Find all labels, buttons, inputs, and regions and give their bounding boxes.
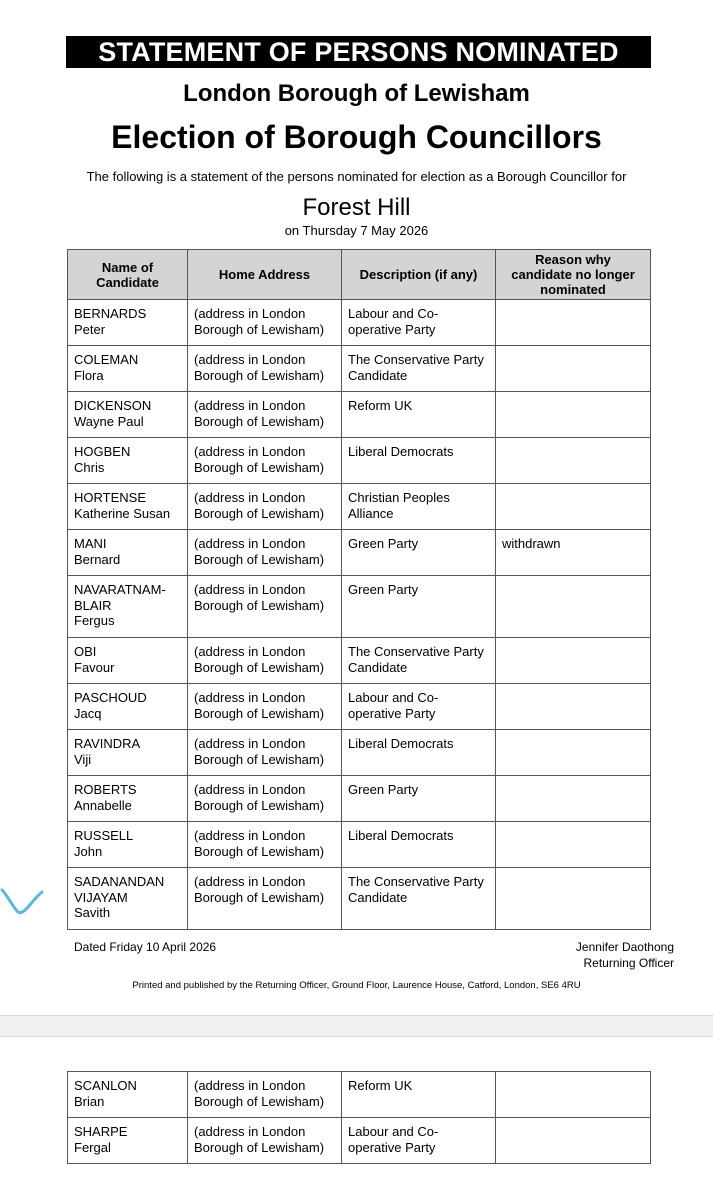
home-address-cell [188, 730, 342, 776]
home-address-cell [188, 1118, 342, 1164]
candidate-name-line: NAVARATNAM- [74, 582, 166, 597]
home-address-line: Borough of Lewisham) [194, 705, 325, 721]
table-row [68, 684, 651, 730]
candidate-name-line: Favour [74, 659, 115, 675]
candidate-name-cell [68, 438, 188, 484]
home-address-line: (address in London [194, 1078, 306, 1093]
home-address-line: (address in London [194, 828, 306, 843]
candidate-name-line: Jacq [74, 705, 102, 721]
description-line: Green Party [348, 582, 419, 597]
home-address-line: (address in London [194, 582, 306, 597]
description-line: Candidate [348, 889, 408, 905]
candidate-name-line: SHARPE [74, 1124, 128, 1139]
home-address-line: Borough of Lewisham) [194, 843, 325, 859]
candidate-name-cell [68, 530, 188, 576]
home-address-line: Borough of Lewisham) [194, 1093, 325, 1109]
description-line: Liberal Democrats [348, 736, 454, 751]
candidate-name-line: COLEMAN [74, 352, 139, 367]
reason-cell [496, 684, 651, 730]
description-line: The Conservative Party [348, 874, 484, 889]
home-address-cell [188, 576, 342, 638]
dated-line: Dated Friday 10 April 2026 [74, 940, 217, 954]
candidate-name-cell [68, 576, 188, 638]
candidate-name-cell [68, 730, 188, 776]
candidate-name-cell [68, 300, 188, 346]
reason-cell [496, 776, 651, 822]
candidate-name-cell [68, 684, 188, 730]
reason-cell [496, 484, 651, 530]
description-cell [342, 684, 496, 730]
candidate-name-line: Flora [74, 367, 104, 383]
description-cell [342, 530, 496, 576]
home-address-cell [188, 776, 342, 822]
table-row [68, 822, 651, 868]
candidate-name-cell [68, 822, 188, 868]
candidate-name-line: Katherine Susan [74, 505, 171, 521]
home-address-line: (address in London [194, 782, 306, 797]
description-cell [342, 1072, 496, 1118]
candidate-name-line: John [74, 843, 103, 859]
description-line: Labour and Co- [348, 1124, 439, 1139]
table-row [68, 576, 651, 638]
description-cell [342, 868, 496, 930]
nominations-table-continued [67, 1071, 651, 1164]
description-cell [342, 300, 496, 346]
imprint: Printed and published by the Returning Officer, Ground Floor, Laurence House, Catford, London, SE6 4RU [132, 980, 581, 991]
description-line: operative Party [348, 321, 436, 337]
home-address-cell [188, 300, 342, 346]
reason-cell [496, 730, 651, 776]
home-address-line: (address in London [194, 536, 306, 551]
description-cell [342, 576, 496, 638]
home-address-cell [188, 638, 342, 684]
home-address-line: Borough of Lewisham) [194, 889, 325, 905]
candidate-name-cell [68, 392, 188, 438]
description-cell [342, 346, 496, 392]
description-line: Christian Peoples [348, 490, 450, 505]
officer-title: Returning Officer [583, 955, 674, 970]
candidate-name-line: Fergus [74, 613, 115, 628]
home-address-line: (address in London [194, 644, 306, 659]
table-row [68, 1118, 651, 1164]
description-line: Reform UK [348, 398, 413, 413]
home-address-line: Borough of Lewisham) [194, 459, 325, 475]
home-address-cell [188, 868, 342, 930]
home-address-cell [188, 684, 342, 730]
description-line: Candidate [348, 367, 408, 383]
description-line: Green Party [348, 536, 419, 551]
blue-pen-mark [0, 870, 44, 918]
nominations-table [67, 249, 651, 930]
candidate-name-line: Peter [74, 321, 106, 337]
home-address-line: (address in London [194, 690, 306, 705]
home-address-line: Borough of Lewisham) [194, 551, 325, 567]
table-row [68, 1072, 651, 1118]
home-address-line: Borough of Lewisham) [194, 751, 325, 767]
candidate-name-line: Savith [74, 905, 111, 920]
candidate-name-line: RAVINDRA [74, 736, 141, 751]
ward-name: Forest Hill [302, 194, 411, 221]
candidate-name-line: SCANLON [74, 1078, 137, 1093]
description-cell [342, 730, 496, 776]
candidate-name-line: Bernard [74, 551, 121, 567]
candidate-name-line: Viji [74, 751, 92, 767]
candidate-name-line: RUSSELL [74, 828, 134, 843]
candidate-name-line: Annabelle [74, 797, 132, 813]
reason-cell [496, 300, 651, 346]
description-line: The Conservative Party [348, 644, 484, 659]
candidate-name-line: HOGBEN [74, 444, 131, 459]
candidate-name-cell [68, 638, 188, 684]
candidate-name-line: MANI [74, 536, 107, 551]
reason-cell [496, 576, 651, 638]
header-name: Name of Candidate [68, 250, 188, 300]
home-address-line: Borough of Lewisham) [194, 659, 325, 675]
candidate-name-line: Wayne Paul [74, 413, 144, 429]
table-row [68, 776, 651, 822]
home-address-line: Borough of Lewisham) [194, 597, 325, 613]
header-reason: Reason why candidate no longer nominated [496, 250, 651, 300]
candidate-name-cell [68, 484, 188, 530]
description-line: The Conservative Party [348, 352, 484, 367]
table-header-row [68, 250, 651, 300]
home-address-line: (address in London [194, 1124, 306, 1139]
table-row [68, 392, 651, 438]
candidate-name-line: Brian [74, 1093, 105, 1109]
home-address-line: Borough of Lewisham) [194, 1139, 325, 1155]
candidate-name-line: PASCHOUD [74, 690, 147, 705]
candidate-name-line: SADANANDAN [74, 874, 165, 889]
home-address-cell [188, 346, 342, 392]
description-line: operative Party [348, 1139, 436, 1155]
home-address-line: (address in London [194, 306, 306, 321]
description-line: Liberal Democrats [348, 828, 454, 843]
table-row [68, 638, 651, 684]
description-line: Green Party [348, 782, 419, 797]
header-description: Description (if any) [342, 250, 496, 300]
description-cell [342, 484, 496, 530]
candidate-name-line: Fergal [74, 1139, 111, 1155]
description-cell [342, 776, 496, 822]
description-cell [342, 822, 496, 868]
home-address-cell [188, 530, 342, 576]
description-cell [342, 438, 496, 484]
candidate-name-cell [68, 1072, 188, 1118]
returning-officer [576, 940, 674, 971]
description-cell [342, 392, 496, 438]
officer-name: Jennifer Daothong [575, 940, 674, 954]
header-address: Home Address [188, 250, 342, 300]
home-address-line: (address in London [194, 444, 306, 459]
reason-cell [496, 438, 651, 484]
reason-cell [496, 868, 651, 930]
description-cell [342, 1118, 496, 1164]
candidate-name-cell [68, 1118, 188, 1164]
home-address-cell [188, 484, 342, 530]
reason-cell: withdrawn [496, 530, 651, 576]
home-address-cell [188, 1072, 342, 1118]
home-address-line: (address in London [194, 352, 306, 367]
candidate-name-line: VIJAYAM [74, 889, 128, 905]
reason-cell [496, 346, 651, 392]
description-line: Labour and Co- [348, 306, 439, 321]
home-address-cell [188, 392, 342, 438]
candidate-name-line: Chris [74, 459, 105, 475]
description-line: Reform UK [348, 1078, 413, 1093]
candidate-name-cell [68, 776, 188, 822]
candidate-name-cell [68, 346, 188, 392]
poll-date: on Thursday 7 May 2026 [284, 223, 429, 238]
table-row [68, 300, 651, 346]
description-line: Candidate [348, 659, 408, 675]
candidate-rows [68, 300, 651, 930]
reason-cell [496, 1072, 651, 1118]
home-address-line: (address in London [194, 398, 306, 413]
table-row [68, 730, 651, 776]
candidate-name-line: BLAIR [74, 597, 112, 613]
reason-cell [496, 1118, 651, 1164]
description-line: Liberal Democrats [348, 444, 454, 459]
description-line: Alliance [348, 505, 394, 521]
council-name: London Borough of Lewisham [183, 80, 530, 107]
statement-banner: STATEMENT OF PERSONS NOMINATED [66, 36, 651, 68]
home-address-line: (address in London [194, 874, 306, 889]
candidate-name-line: DICKENSON [74, 398, 152, 413]
reason-cell [496, 392, 651, 438]
description-cell [342, 638, 496, 684]
description-line: operative Party [348, 705, 436, 721]
election-title: Election of Borough Councillors [111, 119, 602, 155]
candidate-rows-continued [68, 1072, 651, 1164]
home-address-line: Borough of Lewisham) [194, 505, 325, 521]
reason-cell [496, 638, 651, 684]
table-row [68, 530, 651, 576]
table-row [68, 484, 651, 530]
table-row [68, 868, 651, 930]
home-address-line: (address in London [194, 736, 306, 751]
candidate-name-line: BERNARDS [74, 306, 147, 321]
home-address-line: Borough of Lewisham) [194, 797, 325, 813]
home-address-line: (address in London [194, 490, 306, 505]
table-row [68, 438, 651, 484]
home-address-line: Borough of Lewisham) [194, 413, 325, 429]
home-address-line: Borough of Lewisham) [194, 321, 325, 337]
reason-cell [496, 822, 651, 868]
table-row [68, 346, 651, 392]
intro-text: The following is a statement of the persons nominated for election as a Borough Councillor for [86, 169, 627, 184]
home-address-cell [188, 438, 342, 484]
home-address-line: Borough of Lewisham) [194, 367, 325, 383]
description-line: Labour and Co- [348, 690, 439, 705]
candidate-name-cell [68, 868, 188, 930]
candidate-name-line: ROBERTS [74, 782, 137, 797]
candidate-name-line: OBI [74, 644, 97, 659]
home-address-cell [188, 822, 342, 868]
candidate-name-line: HORTENSE [74, 490, 146, 505]
